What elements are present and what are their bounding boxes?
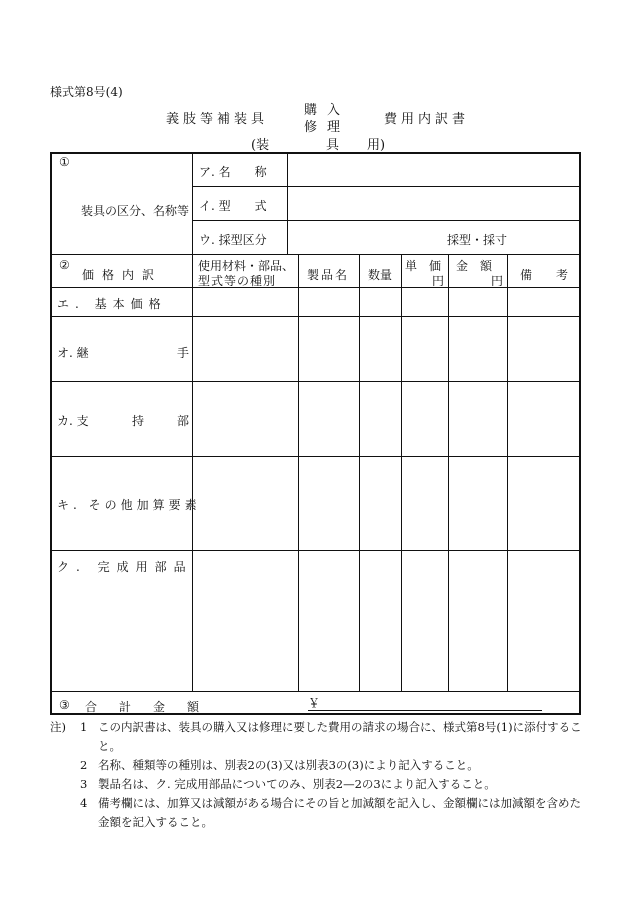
- row-joint-suffix: 手: [177, 346, 190, 360]
- rule: [298, 254, 299, 691]
- rule: [192, 186, 581, 187]
- product-name-header: 製品名: [307, 268, 350, 282]
- note-number: 2: [80, 758, 88, 772]
- subtitle-close: 用): [367, 138, 386, 153]
- cost-breakdown-table: [50, 152, 581, 715]
- note-text: 備考欄には、加算又は減額がある場合にその旨と加減額を記入し、金額欄には加減額を含めた金額を記入すること。: [98, 796, 581, 829]
- rule: [359, 254, 360, 691]
- rule: [52, 456, 581, 457]
- rule: [52, 691, 581, 692]
- amount-yen: 円: [491, 274, 504, 288]
- title-left: 義肢等補装具: [166, 112, 269, 127]
- section-1-number: ①: [59, 155, 70, 169]
- rule: [448, 254, 449, 691]
- price-breakdown-label: 価格内訳: [82, 268, 163, 282]
- yen-sign: ￥: [308, 696, 321, 710]
- row-other-additions: キ. その他加算要素: [57, 498, 201, 512]
- row-basic-price: エ. 基本価格: [57, 297, 167, 311]
- materials-header-2: 型式等の種別: [198, 274, 277, 288]
- quantity-header: 数量: [368, 268, 393, 282]
- rule: [192, 220, 581, 221]
- note-text: 製品名は、ク. 完成用部品についてのみ、別表2—2の3により記入すること。: [98, 777, 496, 791]
- row-finished-parts: ク. 完成用部品: [57, 560, 193, 574]
- unit-price-header: 単 価: [405, 259, 442, 273]
- note-text: この内訳書は、装具の購入又は修理に要した費用の請求の場合に、様式第8号(1)に添付すること。: [98, 720, 582, 753]
- section-3-number: ③: [59, 698, 70, 712]
- row-type-label: ウ. 採型区分: [199, 233, 267, 247]
- row-support-prefix: カ. 支: [57, 414, 89, 428]
- notes-head: 注): [50, 720, 66, 734]
- rule: [192, 254, 193, 691]
- amount-header: 金 額: [456, 259, 493, 273]
- title-right: 費用内訳書: [384, 112, 470, 127]
- unit-price-yen: 円: [432, 274, 445, 288]
- rule: [52, 381, 581, 382]
- subtitle-mid: 具: [326, 138, 340, 153]
- total-amount-label: 合計金額: [85, 700, 222, 714]
- rule: [287, 154, 288, 254]
- rule: [52, 550, 581, 551]
- rule: [507, 254, 508, 691]
- row-model-label: イ. 型 式: [199, 199, 267, 213]
- note-number: 1: [80, 720, 88, 734]
- section-1-label: 装具の区分、名称等: [81, 204, 190, 218]
- remarks-header: 備 考: [520, 268, 569, 282]
- section-2-number: ②: [59, 258, 70, 272]
- rule: [52, 254, 581, 255]
- note-text: 名称、種類等の種別は、別表2の(3)又は別表3の(3)により記入すること。: [98, 758, 479, 772]
- row-support-mid: 持: [132, 414, 145, 428]
- note-number: 4: [80, 796, 88, 810]
- rule: [192, 154, 193, 254]
- note-number: 3: [80, 777, 88, 791]
- row-joint-prefix: オ. 継: [57, 346, 89, 360]
- row-name-label: ア. 名 称: [199, 165, 267, 179]
- rule: [52, 316, 581, 317]
- total-underline: [308, 710, 542, 711]
- row-support-suffix: 部: [177, 414, 190, 428]
- rule: [401, 254, 402, 691]
- form-number: 様式第8号(4): [50, 85, 123, 99]
- title-repair: 修理: [304, 120, 351, 135]
- title-purchase: 購入: [304, 103, 351, 118]
- subtitle-open: (装: [251, 138, 270, 153]
- materials-header-1: 使用材料・部品、: [198, 259, 295, 273]
- saikei-value: 採型・採寸: [447, 233, 508, 247]
